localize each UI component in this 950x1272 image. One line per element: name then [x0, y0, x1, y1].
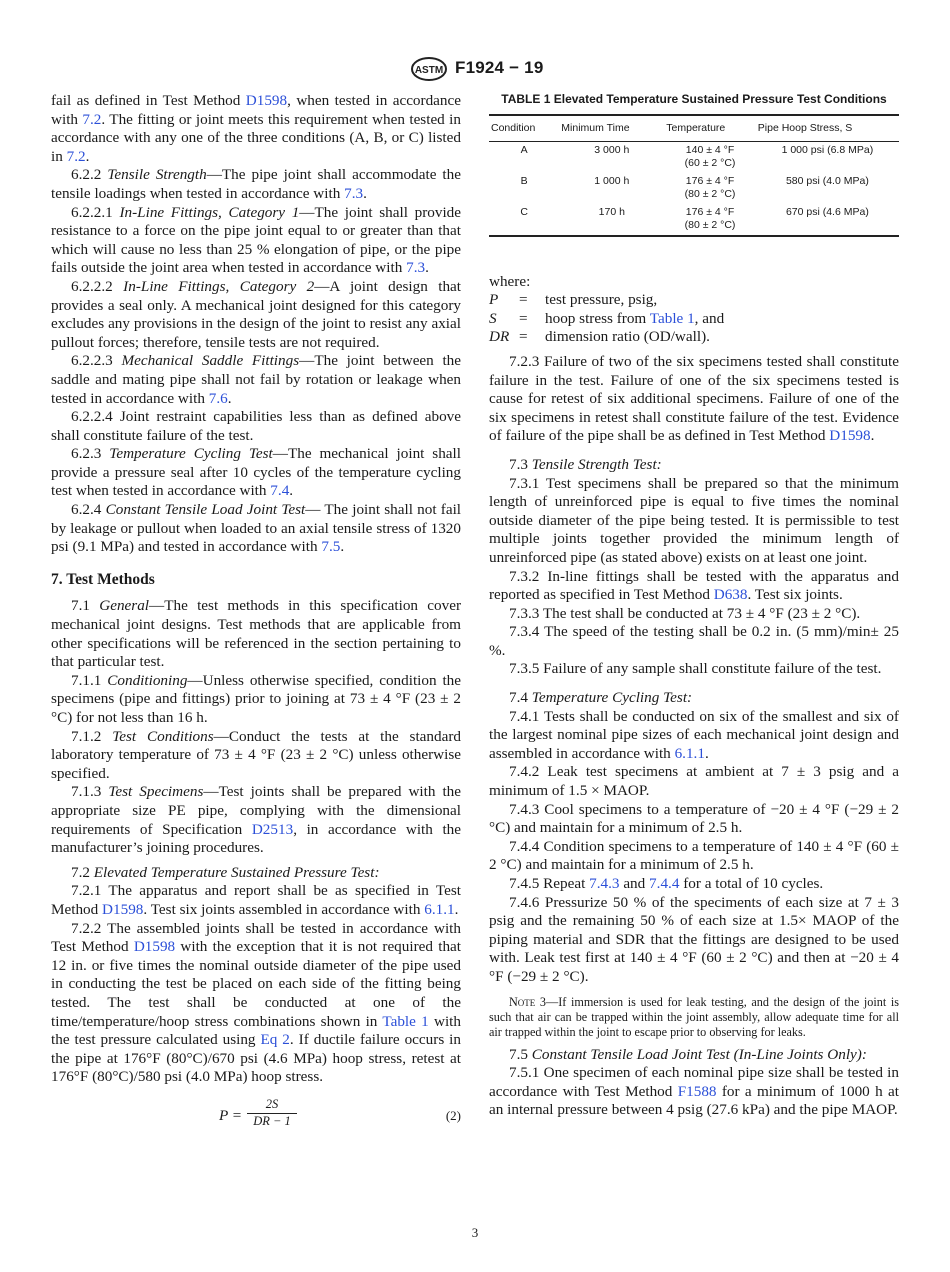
where-label: where: — [489, 272, 531, 290]
equation-2 — [51, 1097, 461, 1137]
right-column — [489, 92, 899, 1120]
section-7-3-2: 7.3.2 In-line fittings shall be tested with the apparatus and reported as specified in Test Method D638. Test six joints. — [489, 567, 899, 604]
section-7-2: 7.2 Elevated Temperature Sustained Pressure Test: — [71, 863, 380, 881]
ref-d1598[interactable]: D1598 — [245, 92, 288, 109]
ref-7-6[interactable]: 7.6 — [208, 389, 228, 407]
section-7-4: 7.4 Temperature Cycling Test: — [509, 689, 693, 707]
equation-number: (2) — [445, 1107, 461, 1123]
section-7-1: 7.1 General—The test methods in this specification cover mechanical joint designs. Test methods that are applicable from other specifications will be referenced in the section pertaining to that particular test. — [51, 597, 462, 671]
section-7-4-3: 7.4.3 Cool specimens to a temperature of −20 ± 4 °F (−29 ± 2 °C) and maintain for a minimum of 2.5 h. — [489, 800, 899, 837]
table-cell: 176 ± 4 °F (80 ± 2 °C) — [664, 204, 755, 236]
ref-table-1[interactable]: Table 1 — [382, 1012, 429, 1030]
note-3: Note 3—If immersion is used for leak testing, and the design of the joint is such that air can be trapped within the joint assembly, allow adequate time for all air trapped within the joint to escape prior to observing for leaks. — [489, 994, 900, 1039]
section-7-4-5: 7.4.5 Repeat 7.4.3 and 7.4.4 for a total of 10 cycles. — [509, 875, 824, 892]
page-header — [0, 56, 950, 84]
section-7-3-1: 7.3.1 Test specimens shall be prepared so that the minimum length of unreinforced pipe is equal to five times the nominal outside diameter of the pipe being tested. It is permissible to test multiple joints together provided the minimum length of unreinforced pipe (as stated above) exists on at least one joint. — [489, 474, 899, 566]
equation-numerator: 2S — [265, 1096, 279, 1111]
section-7-3-3: 7.3.3 The test shall be conducted at 73 ± 4 °F (23 ± 2 °C). — [509, 604, 861, 622]
section-7-4-6: 7.4.6 Pressurize 50 % of the speciments of each size at 7 ± 3 psig and the remaining 50 % of each size at 1.5× MAOP of the piping material and SDR that the fittings are designed to be used with. Leak test first at 140 ± 4 °F (60 ± 2 °C) and then at −20 ± 4 °F (−29 ± 2 °C). — [489, 893, 899, 985]
section-heading-7: 7. Test Methods — [51, 570, 155, 588]
definition-row: S = hoop stress from Table 1, and — [489, 309, 725, 327]
ref-7-4-3[interactable]: 7.4.3 — [589, 875, 620, 892]
ref-7-4-4[interactable]: 7.4.4 — [649, 875, 680, 892]
table-row — [489, 141, 899, 173]
ref-d1598[interactable]: D1598 — [133, 938, 176, 956]
table-cell: 3 000 h — [594, 143, 630, 156]
section-7-3: 7.3 Tensile Strength Test: — [509, 455, 662, 473]
section-7-4-4: 7.4.4 Condition specimens to a temperature of 140 ± 4 °F (60 ± 2 °C) and maintain for a minimum of 2.5 h. — [489, 837, 899, 874]
ref-d1598[interactable]: D1598 — [829, 427, 871, 445]
table-cell: 140 ± 4 °F (60 ± 2 °C) — [684, 143, 736, 169]
ref-table-1[interactable]: Table 1 — [649, 309, 695, 327]
left-column — [51, 92, 461, 1137]
ref-d638[interactable]: D638 — [713, 586, 748, 604]
table-cell: 170 h — [559, 204, 664, 236]
ref-d1598[interactable]: D1598 — [102, 900, 144, 918]
section-7-1-2: 7.1.2 Test Conditions—Conduct the tests at the standard laboratory temperature of 73 ± 4 °F (23 ± 2 °C) unless otherwise specified. — [51, 727, 462, 782]
section-6-2-2-3: 6.2.2.3 Mechanical Saddle Fittings—The joint between the saddle and mating pipe shall not fail by rotation or leakage when tested in accordance with 7.6. — [51, 352, 462, 407]
section-7-4-1: 7.4.1 Tests shall be conducted on six of the smallest and six of the largest nominal pipe sizes of each mechanical joint design and assembled in accordance with 6.1.1. — [489, 707, 899, 762]
section-6-2-2-2: 6.2.2.2 In-Line Fittings, Category 2—A joint design that provides a seal only. A mechanical joint designed for this category excludes any provisions in the design of the joint to resist any axial pullout forces; therefore, tensile tests are not required. — [51, 277, 462, 351]
table-cell: 670 psi (4.6 MPa) — [756, 204, 899, 236]
ref-7-5[interactable]: 7.5 — [321, 538, 341, 556]
section-6-2-3: 6.2.3 Temperature Cycling Test—The mechanical joint shall provide a pressure seal after 10 cycles of the temperature cycling test when tested in accordance with 7.4. — [51, 445, 461, 500]
definition-row: P = test pressure, psig, — [489, 291, 658, 309]
section-7-2-3: 7.2.3 Failure of two of the six specimens tested shall constitute failure in the test. Failure of one of the six specimens tested is cause for retest of six additional specimens. Failure of one of the six specimens in retest shall constitute failure of the test. Evidence of failure of the pipe shall be as defined in Test Method D1598. — [489, 352, 899, 445]
equation-fraction — [247, 1097, 297, 1129]
table-1-title: TABLE 1 Elevated Temperature Sustained Pressure Test Conditions — [501, 92, 887, 106]
ref-6-1-1[interactable]: 6.1.1 — [674, 744, 705, 762]
equation-lhs: P = — [219, 1106, 243, 1124]
section-6-2-2-1: 6.2.2.1 In-Line Fittings, Category 1—The joint shall provide resistance to a force on the pipe joint equal to or greater than that which will cause no less than 25 % elongation of pipe, or the pipe fails outside the joint area when tested in accordance with 7.3. — [51, 203, 461, 277]
where-definitions — [489, 273, 899, 347]
table-cell: 1 000 psi (6.8 MPa) — [781, 143, 874, 156]
ref-f1588[interactable]: F1588 — [677, 1082, 717, 1100]
section-7-3-5: 7.3.5 Failure of any sample shall constitute failure of the test. — [509, 660, 882, 678]
table-row — [489, 173, 899, 204]
table-header: Condition — [489, 115, 559, 141]
table-1 — [489, 114, 899, 237]
section-7-2-1: 7.2.1 The apparatus and report shall be as specified in Test Method D1598. Test six joints assembled in accordance with 6.1.1. — [51, 882, 461, 918]
definition-row: DR = dimension ratio (OD/wall). — [489, 328, 710, 346]
table-header: Temperature — [664, 115, 755, 141]
ref-d2513[interactable]: D2513 — [251, 820, 294, 838]
table-header: Pipe Hoop Stress, S — [756, 115, 899, 141]
page-number: 3 — [471, 1225, 479, 1240]
table-cell: A — [520, 143, 528, 156]
table-row — [489, 204, 899, 236]
ref-7-4[interactable]: 7.4 — [270, 482, 290, 500]
table-cell: 580 psi (4.0 MPa) — [785, 174, 869, 187]
section-6-2-2: 6.2.2 Tensile Strength—The pipe joint shall accommodate the tensile loadings when tested in accordance with 7.3. — [51, 166, 461, 202]
document-id: F1924 − 19 — [455, 58, 544, 77]
table-cell: C — [489, 204, 559, 236]
table-cell: 1 000 h — [594, 174, 630, 187]
section-7-5: 7.5 Constant Tensile Load Joint Test (In-Line Joints Only): — [509, 1045, 867, 1063]
paragraph-6-2-1-cont: fail as defined in Test Method D1598, when tested in accordance with 7.2. The fitting or joint meets this requirement when tested in accordance with any one of the three conditions (A, B, or C) listed in 7.2. — [51, 92, 461, 165]
ref-7-3[interactable]: 7.3 — [406, 259, 426, 277]
ref-6-1-1[interactable]: 6.1.1 — [424, 900, 455, 918]
section-7-4-2: 7.4.2 Leak test specimens at ambient at 7 ± 3 psig and a minimum of 1.5 × MAOP. — [489, 763, 899, 800]
table-header: Minimum Time — [559, 115, 664, 141]
section-7-1-1: 7.1.1 Conditioning—Unless otherwise specified, condition the specimens (pipe and fittings) prior to joining at 73 ± 4 °F (23 ± 2 °C) for not less than 16 h. — [51, 671, 461, 726]
section-7-5-1: 7.5.1 One specimen of each nominal pipe size shall be tested in accordance with Test Method F1588 for a minimum of 1000 h at an internal pressure between 4 psig (27.6 kPa) and the pipe MAOP. — [489, 1064, 899, 1119]
section-7-2-2: 7.2.2 The assembled joints shall be tested in accordance with Test Method D1598 with the exception that it is not required that 12 in. or five times the nominal outside diameter of the pipe used in conducting the test be placed on each side of the fitting being tested. The test shall be conducted at one of the time/temperature/hoop stress combinations shown in Table 1 with the test pressure calculated using Eq 2. If ductile failure occurs in the pipe at 176°F (80°C)/670 psi (4.6 MPa) hoop stress, retest at 176°F (80°C)/580 psi (4.0 MPa) hoop stress. — [51, 919, 461, 1086]
section-6-2-4: 6.2.4 Constant Tensile Load Joint Test— The joint shall not fail by leakage or pullout when loaded to an axial tensile stress of 1320 psi (9.1 MPa) and tested in accordance with 7.5. — [51, 501, 462, 556]
equation-denominator: DR − 1 — [253, 1113, 291, 1128]
table-cell: B — [520, 174, 528, 187]
section-7-1-3: 7.1.3 Test Specimens—Test joints shall be prepared with the appropriate size PE pipe, complying with the dimensional requirements of Specification D2513, in accordance with the manufacturer’s joining procedures. — [51, 783, 462, 857]
ref-7-3[interactable]: 7.3 — [344, 184, 364, 202]
ref-7-2[interactable]: 7.2 — [82, 110, 102, 128]
astm-logo-icon — [410, 56, 448, 82]
section-6-2-2-4: 6.2.2.4 Joint restraint capabilities less than as defined above shall constitute failure of the test. — [51, 408, 461, 444]
ref-7-2[interactable]: 7.2 — [66, 147, 86, 165]
section-7-3-4: 7.3.4 The speed of the testing shall be 0.2 in. (5 mm)/min± 25 %. — [489, 623, 899, 659]
table-cell: 176 ± 4 °F (80 ± 2 °C) — [684, 174, 736, 200]
logo-text: ASTM — [414, 65, 444, 76]
ref-eq-2[interactable]: Eq 2 — [260, 1031, 290, 1049]
